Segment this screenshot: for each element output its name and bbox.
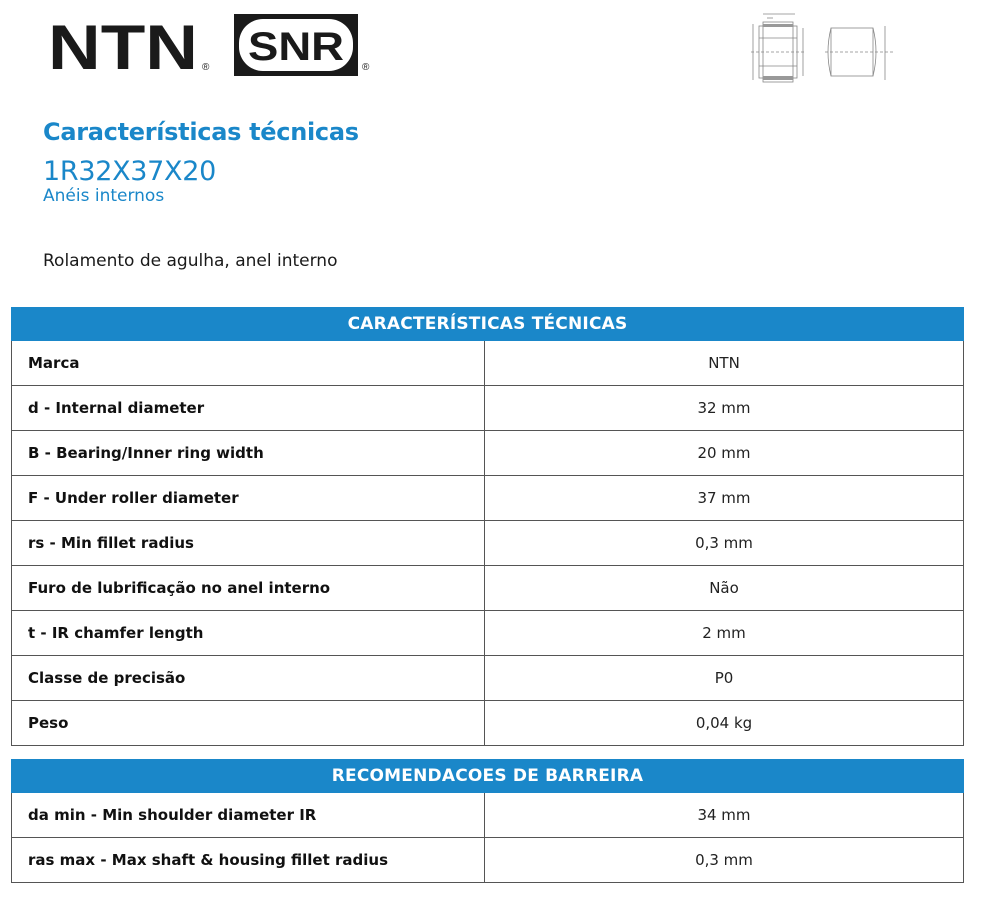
barrier-recommendations-table bbox=[11, 759, 964, 883]
spec-label: rs - Min fillet radius bbox=[12, 521, 485, 566]
tech-specs-table bbox=[11, 307, 964, 746]
spec-value: P0 bbox=[485, 656, 964, 701]
spec-label: Peso bbox=[12, 701, 485, 746]
spec-value: NTN bbox=[485, 341, 964, 386]
table-row bbox=[12, 611, 964, 656]
table-row bbox=[12, 701, 964, 746]
svg-text:®: ® bbox=[202, 62, 210, 72]
table-row bbox=[12, 431, 964, 476]
table-row bbox=[12, 521, 964, 566]
table-row bbox=[12, 476, 964, 521]
spec-label: Furo de lubrificação no anel interno bbox=[12, 566, 485, 611]
table-row bbox=[12, 793, 964, 838]
spec-label: Classe de precisão bbox=[12, 656, 485, 701]
table-row bbox=[12, 386, 964, 431]
snr-logo-text: SNR bbox=[248, 25, 345, 69]
barrier-recommendations-header: RECOMENDACOES DE BARREIRA bbox=[12, 760, 964, 793]
spec-value: 2 mm bbox=[485, 611, 964, 656]
product-reference: 1R32X37X20 bbox=[43, 156, 217, 187]
spec-label: Marca bbox=[12, 341, 485, 386]
tech-specs-header: CARACTERÍSTICAS TÉCNICAS bbox=[12, 308, 964, 341]
spec-value: 34 mm bbox=[485, 793, 964, 838]
ntn-reg-mark-icon bbox=[202, 60, 214, 72]
bearing-drawing-icon bbox=[745, 8, 905, 86]
product-description: Rolamento de agulha, anel interno bbox=[43, 251, 338, 271]
table-row bbox=[12, 341, 964, 386]
spec-value: 20 mm bbox=[485, 431, 964, 476]
spec-value: 0,04 kg bbox=[485, 701, 964, 746]
spec-label: F - Under roller diameter bbox=[12, 476, 485, 521]
table-row bbox=[12, 566, 964, 611]
spec-label: d - Internal diameter bbox=[12, 386, 485, 431]
page-title: Características técnicas bbox=[43, 118, 359, 146]
spec-value: Não bbox=[485, 566, 964, 611]
table-row bbox=[12, 656, 964, 701]
spec-label: da min - Min shoulder diameter IR bbox=[12, 793, 485, 838]
spec-value: 0,3 mm bbox=[485, 838, 964, 883]
table-row bbox=[12, 838, 964, 883]
spec-label: t - IR chamfer length bbox=[12, 611, 485, 656]
spec-value: 32 mm bbox=[485, 386, 964, 431]
product-category: Anéis internos bbox=[43, 186, 165, 206]
snr-reg-mark: ® bbox=[362, 62, 370, 73]
spec-value: 37 mm bbox=[485, 476, 964, 521]
spec-label: ras max - Max shaft & housing fillet radius bbox=[12, 838, 485, 883]
ntn-logo bbox=[48, 22, 216, 74]
ntn-logo-text: NTN bbox=[48, 22, 198, 74]
spec-label: B - Bearing/Inner ring width bbox=[12, 431, 485, 476]
spec-value: 0,3 mm bbox=[485, 521, 964, 566]
snr-logo bbox=[234, 14, 372, 80]
